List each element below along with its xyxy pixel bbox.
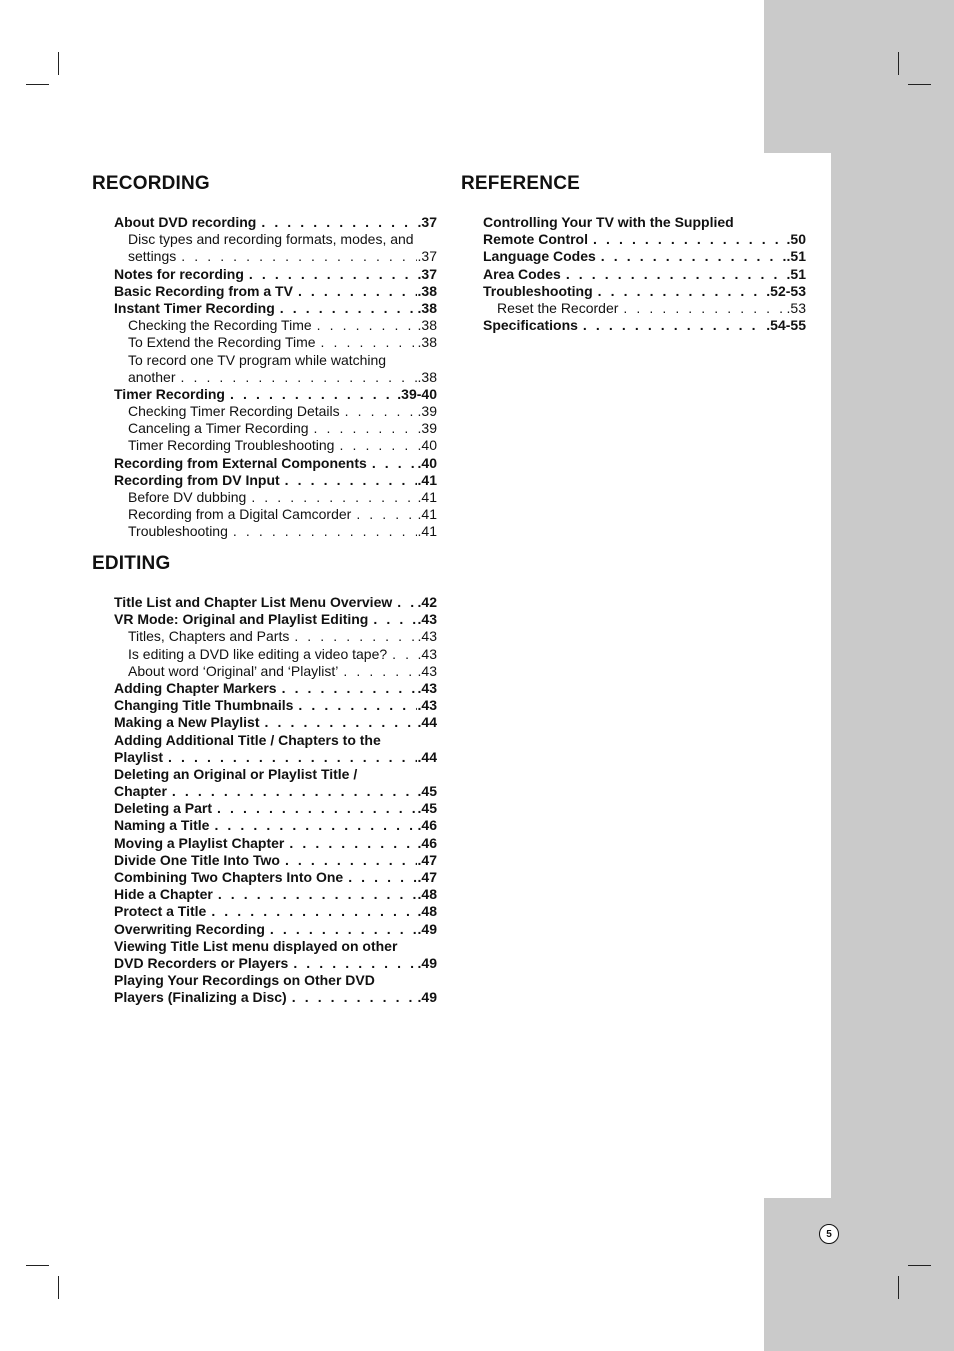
toc-entry[interactable]: DVD Recorders or Players . . . .49 <box>114 955 437 972</box>
crop-mark <box>26 84 49 85</box>
side-tab-bottom <box>764 1198 954 1351</box>
toc-entry[interactable]: Changing Title Thumbnails . . . .43 <box>114 697 437 714</box>
crop-mark <box>58 1276 59 1299</box>
toc-entry[interactable]: Before DV dubbing . . . .41 <box>114 489 437 506</box>
toc-entry[interactable]: Title List and Chapter List Menu Overview . . . .42 <box>114 594 437 611</box>
side-tab-right <box>831 153 954 1198</box>
toc-entry[interactable]: Hide a Chapter . . . .48 <box>114 886 437 903</box>
crop-mark <box>26 1265 49 1266</box>
toc-entry[interactable]: Is editing a DVD like editing a video tape? . . . .43 <box>114 646 437 663</box>
toc-entry[interactable]: VR Mode: Original and Playlist Editing . . . .43 <box>114 611 437 628</box>
toc-entry[interactable]: Reset the Recorder . . . .53 <box>483 300 806 317</box>
reference-section <box>461 173 806 334</box>
toc-entry[interactable]: Adding Chapter Markers . . . .43 <box>114 680 437 697</box>
toc-entry[interactable]: settings . . . .37 <box>114 248 437 265</box>
side-tab-top <box>764 0 954 153</box>
toc-entry[interactable]: Checking Timer Recording Details . . . .39 <box>114 403 437 420</box>
crop-mark <box>898 1276 899 1299</box>
toc-entry[interactable]: Basic Recording from a TV . . . .38 <box>114 283 437 300</box>
toc-entry[interactable]: Combining Two Chapters Into One . . . .47 <box>114 869 437 886</box>
toc-entry[interactable]: Specifications . . . .54-55 <box>483 317 806 334</box>
toc-entry-line: Deleting an Original or Playlist Title / <box>114 765 358 782</box>
toc-entry[interactable]: Protect a Title . . . .48 <box>114 903 437 920</box>
toc-entry[interactable]: Recording from DV Input . . . .41 <box>114 472 437 489</box>
reference-heading: REFERENCE <box>461 173 580 194</box>
crop-mark <box>898 52 899 75</box>
toc-entry[interactable]: Moving a Playlist Chapter . . . .46 <box>114 835 437 852</box>
toc-entry-line: To record one TV program while watching <box>128 351 387 368</box>
crop-mark <box>908 84 931 85</box>
crop-mark <box>58 52 59 75</box>
toc-entry[interactable]: Troubleshooting . . . .52-53 <box>483 283 806 300</box>
toc-entry[interactable]: Recording from a Digital Camcorder . . . .41 <box>114 506 437 523</box>
editing-section <box>92 553 437 1007</box>
toc-entry[interactable]: Instant Timer Recording . . . .38 <box>114 300 437 317</box>
toc-entry[interactable]: Recording from External Components . . . .40 <box>114 455 437 472</box>
page-number: 5 <box>819 1224 839 1244</box>
toc-entry[interactable]: Language Codes . . . .51 <box>483 248 806 265</box>
toc-entry[interactable]: Troubleshooting . . . .41 <box>114 523 437 540</box>
recording-section <box>92 173 437 541</box>
toc-entry[interactable]: Playlist . . . .44 <box>114 749 437 766</box>
toc-entry[interactable]: Titles, Chapters and Parts . . . .43 <box>114 628 437 645</box>
toc-entry-line: Disc types and recording formats, modes, and <box>128 231 414 248</box>
toc-entry[interactable]: To Extend the Recording Time . . . .38 <box>114 334 437 351</box>
toc-entry[interactable]: Canceling a Timer Recording . . . .39 <box>114 420 437 437</box>
toc-entry[interactable]: About DVD recording . . . .37 <box>114 214 437 231</box>
toc-entry[interactable]: Notes for recording . . . .37 <box>114 266 437 283</box>
toc-entry[interactable]: Remote Control . . . .50 <box>483 231 806 248</box>
toc-entry[interactable]: Naming a Title . . . .46 <box>114 817 437 834</box>
toc-entry-line: Playing Your Recordings on Other DVD <box>114 972 375 989</box>
toc-entry[interactable]: Timer Recording . . . .39-40 <box>114 386 437 403</box>
editing-heading: EDITING <box>92 553 171 574</box>
toc-entry[interactable]: Area Codes . . . .51 <box>483 266 806 283</box>
toc-entry-line: Controlling Your TV with the Supplied <box>483 214 734 230</box>
toc-entry[interactable]: Deleting a Part . . . .45 <box>114 800 437 817</box>
toc-entry[interactable]: another . . . .38 <box>114 369 437 386</box>
recording-heading: RECORDING <box>92 173 210 194</box>
toc-entry[interactable]: Chapter . . . .45 <box>114 783 437 800</box>
toc-entry[interactable]: Checking the Recording Time . . . .38 <box>114 317 437 334</box>
toc-entry-line: Adding Additional Title / Chapters to the <box>114 731 381 748</box>
crop-mark <box>908 1265 931 1266</box>
toc-entry[interactable]: About word ‘Original’ and ‘Playlist’ . . . .43 <box>114 663 437 680</box>
toc-entry[interactable]: Making a New Playlist . . . .44 <box>114 714 437 731</box>
toc-entry[interactable]: Players (Finalizing a Disc) . . . .49 <box>114 989 437 1006</box>
toc-entry-line: Viewing Title List menu displayed on other <box>114 937 398 954</box>
toc-entry[interactable]: Overwriting Recording . . . .49 <box>114 921 437 938</box>
toc-entry[interactable]: Timer Recording Troubleshooting . . . .40 <box>114 437 437 454</box>
toc-entry[interactable]: Divide One Title Into Two . . . .47 <box>114 852 437 869</box>
